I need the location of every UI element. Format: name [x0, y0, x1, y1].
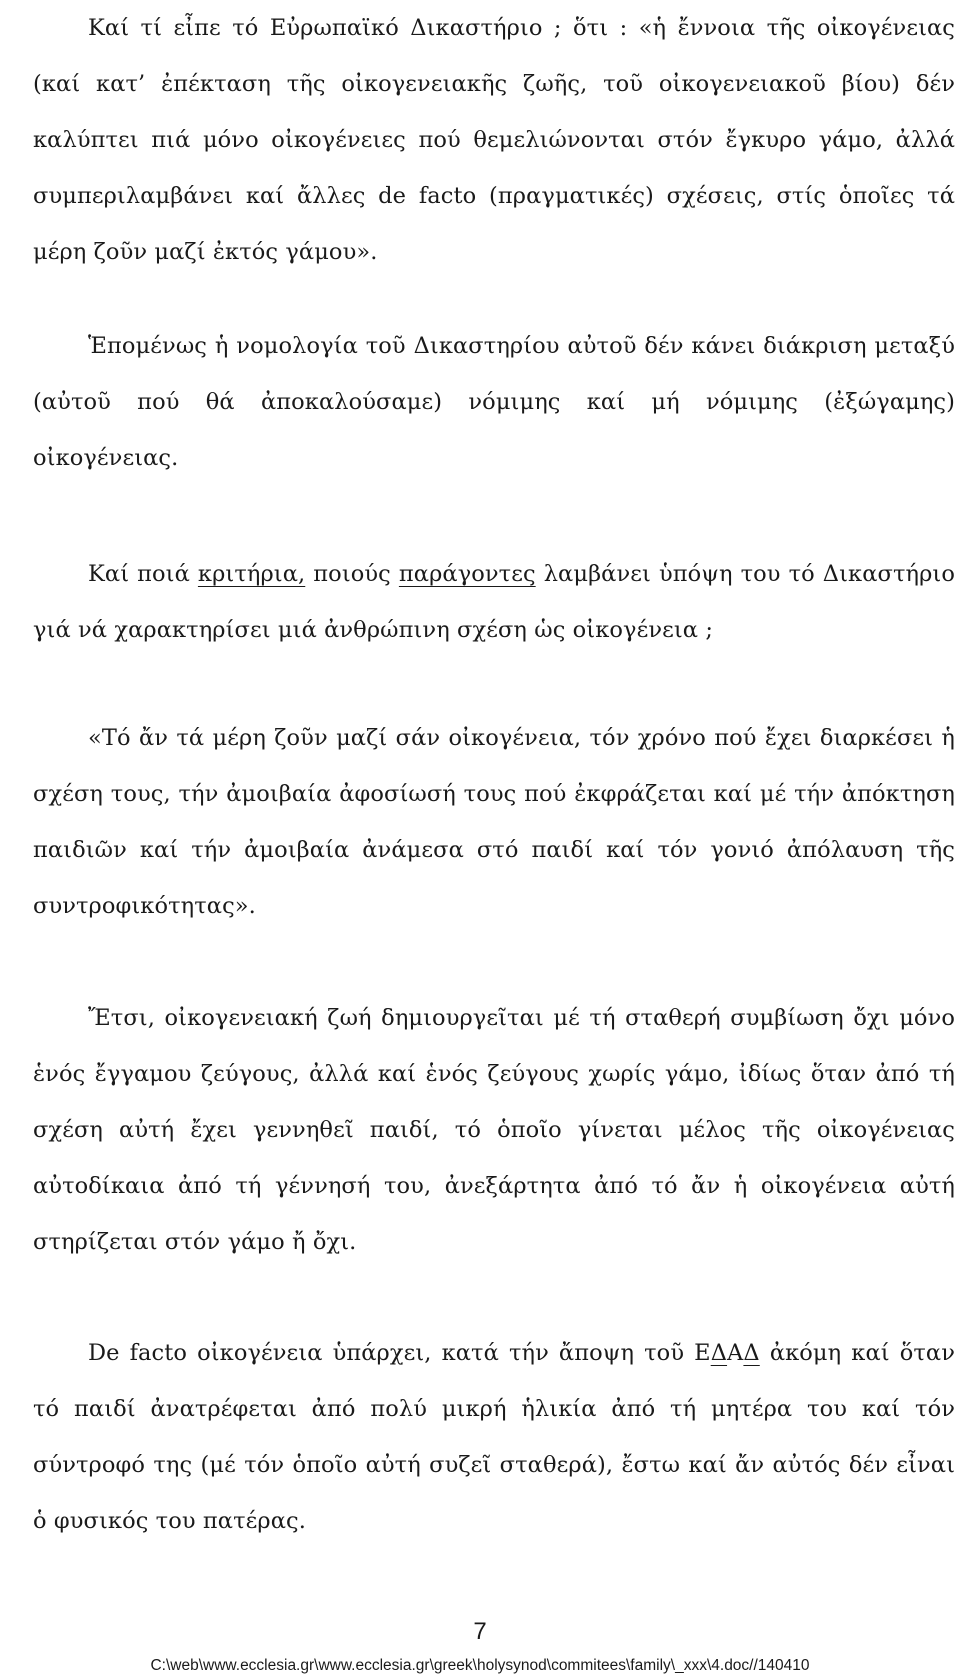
- paragraph-6-text: De facto οἰκογένεια ὑπάρχει, κατά τήν ἄποψη τοῦ Ε: [88, 1340, 711, 1366]
- paragraph-6: [33, 1325, 955, 1549]
- page-number: 7: [473, 1618, 487, 1645]
- paragraph-3-text: Καί ποιά: [88, 561, 198, 587]
- underlined-letter: Δ: [743, 1340, 760, 1366]
- paragraph-5: Ἔτσι, οἰκογενειακή ζωή δημιουργεῖται μέ τή σταθερή συμβίωση ὄχι μόνο ἑνός ἔγγαμου ζεύγους, ἀλλά καί ἑνός ζεύγους χωρίς γάμο, ἰδίως ὅταν ἀπό τή σχέση αὐτή ἔχει γεννηθεῖ παιδί, τό ὁποῖο γίνεται μέλος τῆς οἰκογένειας αὐτοδίκαια ἀπό τή γέννησή του, ἀνεξάρτητα ἀπό τό ἄν ἡ οἰκογένεια αὐτή στηρίζεται στόν γάμο ἤ ὄχι.: [33, 1005, 955, 1255]
- paragraph-6-text: ἀκόμη καί ὅταν τό παιδί ἀνατρέφεται ἀπό πολύ μικρή ἡλικία ἀπό τή μητέρα του καί τόν σύντροφό της (μέ τόν ὁποῖο αὐτή συζεῖ σταθερά), ἔστω καί ἄν αὐτός δέν εἶναι ὁ φυσικός του πατέρας.: [33, 1340, 955, 1534]
- paragraph-4-quote: «Τό ἄν τά μέρη ζοῦν μαζί σάν οἰκογένεια, τόν χρόνο πού ἔχει διαρκέσει ἡ σχέση τους, τήν ἀμοιβαία ἀφοσίωσή τους πού ἐκφράζεται καί μέ τήν ἀπόκτηση παιδιῶν καί τήν ἀμοιβαία ἀνάμεσα στό παιδί καί τόν γονιό ἀπόλαυση τῆς συντροφικότητας».: [33, 725, 955, 919]
- paragraph-2: Ἑπομένως ἡ νομολογία τοῦ Δικαστηρίου αὐτοῦ δέν κάνει διάκριση μεταξύ (αὐτοῦ πού θά ἀποκαλούσαμε) νόμιμης καί μή νόμιμης (ἐξώγαμης) οἰκογένειας.: [33, 333, 955, 471]
- paragraph-3: [33, 546, 955, 658]
- underlined-criteria: κριτήρια,: [197, 561, 306, 587]
- paragraph-3-text: ποιούς: [305, 561, 399, 587]
- paragraph-1: Καί τί εἶπε τό Εὐρωπαϊκό Δικαστήριο ; ὅτι : «ἡ ἔννοια τῆς οἰκογένειας (καί κατ’ ἐπέκταση τῆς οἰκογενειακῆς ζωῆς, τοῦ οἰκογενειακοῦ βίου) δέν καλύπτει πιά μόνο οἰκογένειες πού θεμελιώνονται στόν ἔγκυρο γάμο, ἀλλά συμπεριλαμβάνει καί ἄλλες de facto (πραγματικές) σχέσεις, στίς ὁποῖες τά μέρη ζοῦν μαζί ἐκτός γάμου».: [33, 15, 955, 265]
- underlined-letter: Δ: [710, 1340, 728, 1366]
- paragraph-6-text: Α: [727, 1340, 744, 1366]
- underlined-factors: παράγοντες: [398, 561, 536, 587]
- paragraph-3-text: λαμβάνει ὑπόψη του τό Δικαστήριο γιά νά χαρακτηρίσει μιά ἀνθρώπινη σχέση ὡς οἰκογένεια ;: [33, 561, 955, 643]
- footer-file-path: C:\web\www.ecclesia.gr\www.ecclesia.gr\greek\holysynod\commitees\family\_xxx\4.doc//140410: [150, 1657, 810, 1674]
